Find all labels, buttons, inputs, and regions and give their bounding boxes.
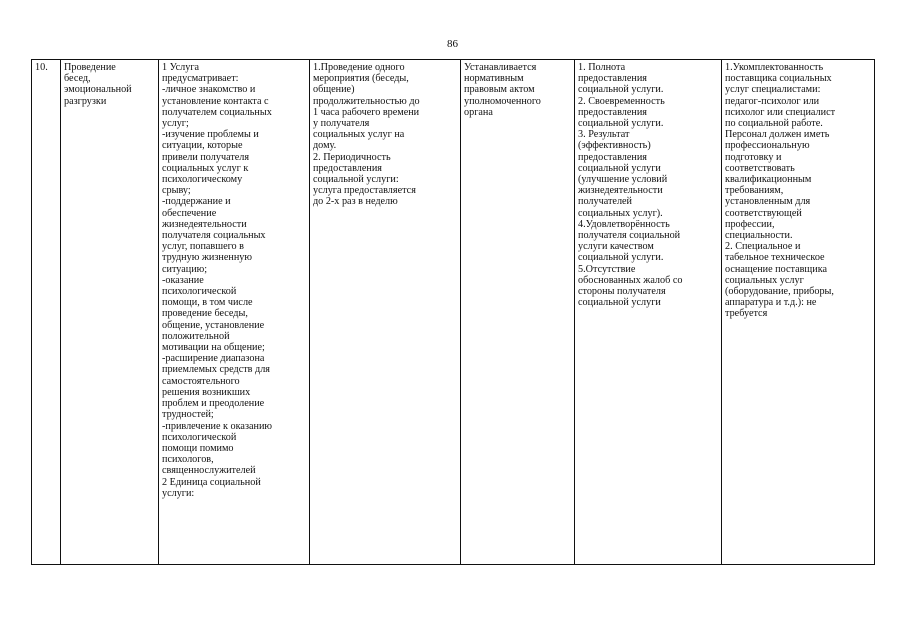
service-timing-cell: 1.Проведение одного мероприятия (беседы, общение) продолжительностью до 1 часа рабочего времени у получателя социальных услуг на дому. 2. Периодичность предоставления социальной услуги: услуга предоставляется до 2-х раз в неделю [310, 60, 461, 565]
service-content-cell: 1 Услуга предусматривает: -личное знакомство и установление контакта с получателем социальных услуг; -изучение проблемы и ситуации, которые привели получателя социальных услуг к психологическому срыву; -поддержание и обеспечение жизнедеятельности получателя социальных услуг, попавшего в трудную жизненную ситуацию; -оказание психологической помощи, в том числе проведение беседы, общение, установление положительной мотивации на общение; -расширение диапазона приемлемых средств для самостоятельного решения возникших проблем и преодоление трудностей; -привлечение к оказанию психологической помощи помимо психологов, священнослужителей 2 Единица социальной услуги: [159, 60, 310, 565]
row-number-cell: 10. [32, 60, 61, 565]
service-cost-cell: Устанавливается нормативным правовым актом уполномоченного органа [461, 60, 575, 565]
service-name-cell: Проведение бесед, эмоциональной разгрузки [61, 60, 159, 565]
service-conditions-cell: 1.Укомплектованность поставщика социальных услуг специалистами: педагог-психолог или психолог или специалист по социальной работе. Персонал должен иметь профессиональную подготовку и соответствовать квалификационным требованиям, установленным для соответствующей профессии, специальности. 2. Специальное и табельное техническое оснащение поставщика социальных услуг (оборудование, приборы, аппаратура и т.д.): не требуется [722, 60, 875, 565]
table-row [32, 60, 875, 565]
page-number: 86 [447, 38, 458, 50]
services-table [31, 59, 875, 565]
quality-indicators-cell: 1. Полнота предоставления социальной услуги. 2. Своевременность предоставления социальной услуги. 3. Результат (эффективность) предоставления социальной услуги (улучшение условий жизнедеятельности получателей социальных услуг). 4.Удовлетворённость получателя социальной услуги качеством социальной услуги. 5.Отсутствие обоснованных жалоб со стороны получателя социальной услуги [575, 60, 722, 565]
